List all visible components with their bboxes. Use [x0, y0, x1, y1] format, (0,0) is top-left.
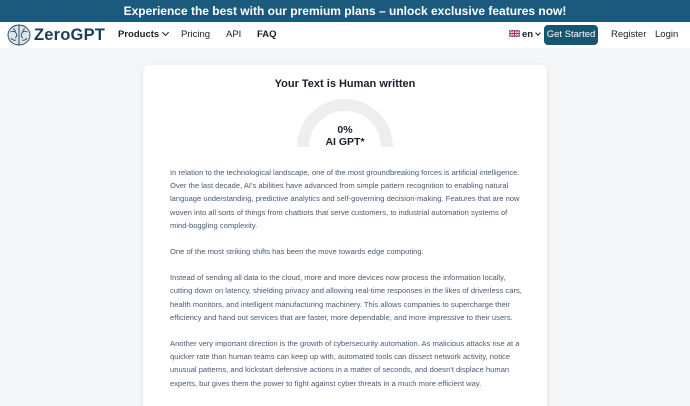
ai-percentage: 0% — [337, 124, 353, 136]
paragraph: Another very important direction is the growth of cybersecurity automation. As malicious attacks rise at a quicker rate than human teams can keep up with, automated tools can dissect network activity, notice unusual patterns, and kickstart defensive actions in a matter of seconds, and doesn't displace human experts, but gives them the power to fight against cyber threats in a much more efficient way. — [170, 339, 520, 388]
result-card — [143, 65, 547, 406]
language-label: en — [522, 29, 534, 40]
paragraph: In relation to the technological landscape, one of the most groundbreaking forces is artificial intelligence. Over the last decade, AI's abilities have advanced from simple pattern recognition to enabling natural language understanding, predictive analytics and self-governing decision-making. Features that are now woven into all sorts of things from chatbots that serve customers, to industrial automation systems of mind-boggling complexity. — [170, 168, 520, 230]
nav-pricing[interactable]: Pricing — [181, 29, 211, 40]
analyzed-text — [170, 166, 522, 403]
get-started-button[interactable]: Get Started — [544, 25, 598, 45]
paragraph: One of the most striking shifts has been the move towards edge computing. — [170, 247, 424, 257]
chevron-down-icon — [535, 30, 541, 36]
nav-faq[interactable]: FAQ — [257, 29, 277, 40]
language-selector[interactable] — [509, 22, 540, 48]
nav-api[interactable]: API — [226, 29, 242, 40]
top-navbar — [0, 22, 690, 48]
chevron-down-icon — [162, 29, 169, 36]
nav-products-label: Products — [118, 29, 160, 40]
register-link[interactable]: Register — [611, 29, 647, 40]
uk-flag-icon — [509, 30, 520, 37]
gauge-label: AI GPT* — [325, 136, 365, 148]
result-title: Your Text is Human written — [274, 78, 416, 90]
nav-products[interactable] — [118, 22, 168, 48]
brain-logo-icon — [7, 23, 31, 47]
login-link[interactable]: Login — [655, 29, 679, 40]
logo[interactable] — [7, 23, 105, 47]
paragraph: Instead of sending all data to the cloud, more and more devices now process the information locally, cutting down on latency, shielding privacy and allowing real-time responses in the likes of driverless cars, health monitors, and intelligent manufacturing machinery. This allows companies to supercharge their efficiency and hand out services that are faster, more dependable, and more impressive to their users. — [170, 273, 522, 322]
brand-name: ZeroGPT — [34, 25, 106, 44]
promo-banner[interactable]: Experience the best with our premium plans – unlock exclusive features now! — [0, 0, 690, 22]
